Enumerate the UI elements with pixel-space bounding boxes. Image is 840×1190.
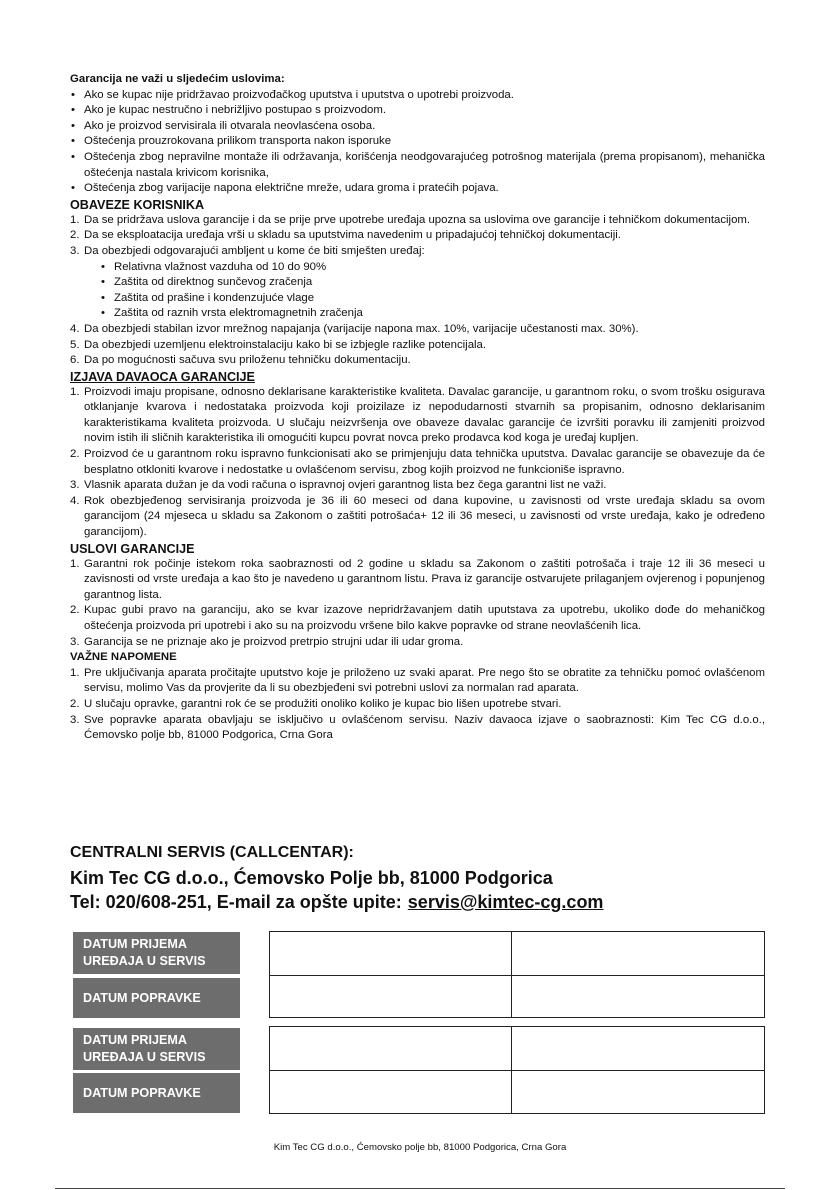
list-item: 3. Da obezbjedi odgovarajući ambljent u kome će biti smješten uređaj: • Relativna vlažnost vazduha od 10 do 90% • Zaštita od direktnog sunčevog zračenja • Zaštita od prašine i kondenzujuće vlage • Zaštita od raznih vrsta elektromagnetnih zračenja xyxy=(70,244,765,322)
repair-date-field[interactable] xyxy=(270,1071,511,1113)
ambient-sublist xyxy=(84,260,765,322)
notes-list xyxy=(70,666,765,744)
repair-signature-field[interactable] xyxy=(512,1071,764,1113)
declaration-title: IZJAVA DAVAOCA GARANCIJE xyxy=(70,369,255,384)
list-item: 5. Da obezbjedi uzemljenu elektroinstalaciju kako bi se izbjegle razlike potencijala. xyxy=(70,338,487,351)
list-item: • Zaštita od prašine i kondenzujuće vlage xyxy=(100,291,765,307)
service-record-grid xyxy=(269,931,765,1018)
list-item: • Zaštita od raznih vrsta elektromagnetnih zračenja xyxy=(100,306,765,322)
conditions-list xyxy=(70,88,765,197)
contact-phone-email xyxy=(70,890,770,914)
terms-title: USLOVI GARANCIJE xyxy=(70,541,195,556)
list-item: 2. U slučaju opravke, garantni rok će se produžiti onoliko koliko je kupac bio lišen upotrebe stvari. xyxy=(70,697,562,710)
list-item: 3. Garancija se ne priznaje ako je proizvod pretrpio strujni udar ili udar groma. xyxy=(70,635,464,648)
obligations-title: OBAVEZE KORISNIKA xyxy=(70,197,205,212)
list-item: • Oštećenja zbog varijacije napona električne mreže, udara groma i pratećih pojava. xyxy=(70,181,765,197)
list-item: 2. Da se eksploatacija uređaja vrši u skladu sa uputstvima navedenim u pripadajućoj tehničkoj dokumentaciji. xyxy=(70,229,621,242)
service-contact xyxy=(70,843,770,914)
email-link[interactable]: servis@kimtec-cg.com xyxy=(407,892,604,912)
terms-list xyxy=(70,557,765,651)
list-item: 1. Da se pridržava uslova garancije i da se prije prve upotrebe uređaja upozna sa uslovima ove garancije i tehničkom dokumentacijom. xyxy=(70,213,751,226)
warranty-text xyxy=(70,72,765,744)
received-signature-field[interactable] xyxy=(512,932,764,975)
list-item: 6. Da po mogućnosti sačuva svu priloženu tehničku dokumentaciju. xyxy=(70,354,411,367)
received-signature-field[interactable] xyxy=(512,1027,764,1070)
list-item: 1. Garantni rok počinje istekom roka saobraznosti od 2 godine u skladu sa Zakonom o zaštiti potrošača i traje 12 ili 36 meseci u zavisnosti od vrste uređaja a kao što je navedeno u garantnom listu. Prava iz garancije ostvarujete prilaganjem ovjerenog i popunjenog garantnog lista. xyxy=(70,557,765,601)
contact-tel-label: Tel: 020/608-251, E-mail za opšte upite: xyxy=(70,892,402,912)
repair-date-field[interactable] xyxy=(270,976,511,1017)
notes-title: VAŽNE NAPOMENE xyxy=(70,651,177,664)
list-item: • Oštećenja prouzrokovana prilikom transporta nakon isporuke xyxy=(70,134,765,150)
list-item: 1. Proizvodi imaju propisane, odnosno deklarisane karakteristike kvaliteta. Davalac garancije, u garantnom roku, o svom trošku osigurava otklanjanje kvarova i nedostataka proizvoda koji proizilaze iz nepodudarnosti stvarnih sa propisanim, odnosno deklarisanim karakteristikama kvaliteta proizvoda. U slučaju neizvršenja ove obaveze davalac garancije će izvršiti poravku ili zamjeniti proizvod novim istih ili sličnih karakteristika ili omogućiti kupcu povrat novca preko prodavca kod koga je uređaj kupljen. xyxy=(70,385,765,445)
received-date-field[interactable] xyxy=(270,1027,511,1070)
list-item: 4. Da obezbjedi stabilan izvor mrežnog napajanja (varijacije napona max. 10%, varijacije učestanosti max. 30%). xyxy=(70,322,639,335)
page-footer: Kim Tec CG d.o.o., Ćemovsko polje bb, 81000 Podgorica, Crna Gora xyxy=(273,1142,567,1153)
conditions-title: Garancija ne važi u sljedećim uslovima: xyxy=(70,73,285,85)
list-item: • Ako je kupac nestručno i nebrižljivo postupao s proizvodom. xyxy=(70,103,765,119)
list-item: • Ako se kupac nije pridržavao proizvođačkog uputstva i uputstva o upotrebi proizvoda. xyxy=(70,88,765,104)
list-item: • Zaštita od direktnog sunčevog zračenja xyxy=(100,275,765,291)
service-record-grid xyxy=(269,1026,765,1114)
list-item: • Relativna vlažnost vazduha od 10 do 90% xyxy=(100,260,765,276)
received-date-label: DATUM PRIJEMA UREĐAJA U SERVIS xyxy=(73,932,240,974)
repair-date-label: DATUM POPRAVKE xyxy=(73,978,240,1018)
list-item: 1. Pre uključivanja aparata pročitajte uputstvo koje je priloženo uz svaki aparat. Pre nego što se obratite za tehničku pomoć ovlašćenom servisu, molimo Vas da provjerite da li su obezbjeđeni svi potrebni uslovi za normalan rad aparata. xyxy=(70,666,765,695)
footer-divider xyxy=(55,1188,785,1189)
repair-date-label: DATUM POPRAVKE xyxy=(73,1073,240,1113)
obligations-list xyxy=(70,213,765,369)
list-item: 2. Kupac gubi pravo na garanciju, ako se kvar izazove nepridržavanjem datih uputstava za upotrebu, ukoliko dođe do mehaničkog oštećenja proizvoda pri upotrebi i ako su na proizvodu vršene bilo kakve popravke od strane neovlašćenih lica. xyxy=(70,604,765,632)
service-record-2 xyxy=(73,1028,765,1113)
list-item: • Ako je proizvod servisirala ili otvarala neovlasćena osoba. xyxy=(70,119,765,135)
repair-signature-field[interactable] xyxy=(512,976,764,1017)
declaration-list xyxy=(70,385,765,541)
service-record-1 xyxy=(73,932,765,1018)
contact-address: Kim Tec CG d.o.o., Ćemovsko Polje bb, 81000 Podgorica xyxy=(70,868,553,888)
list-item: 3. Vlasnik aparata dužan je da vodi računa o ispravnoj ovjeri garantnog lista bez čega garantni list ne važi. xyxy=(70,479,607,492)
received-date-label: DATUM PRIJEMA UREĐAJA U SERVIS xyxy=(73,1028,240,1070)
list-item: 4. Rok obezbjeđenog servisiranja proizvoda je 36 ili 60 meseci od dana kupovine, u zavisnosti od vrste uređaja skladu sa ovom garancijom (24 mjeseca u skladu sa Zakonom o zaštiti potrošaća+ 12 ili 36 meseci, u zavisnosti od vrste uređaja, kako je određeno garancijom). xyxy=(70,494,765,539)
contact-heading: CENTRALNI SERVIS (CALLCENTAR): xyxy=(70,844,354,861)
list-item: 3. Sve popravke aparata obavljaju se isključivo u ovlašćenom servisu. Naziv davaoca izjave o saobraznosti: Kim Tec CG d.o.o., Ćemovsko polje bb, 81000 Podgorica, Crna Gora xyxy=(70,713,765,742)
received-date-field[interactable] xyxy=(270,932,511,975)
list-item: • Oštećenja zbog nepravilne montaže ili održavanja, korišćenja neodgovarajućeg potrošnog materijala (prema propisanom), mehanička oštećenja nastala krivicom korisnika, xyxy=(70,150,765,181)
list-item: 2. Proizvod će u garantnom roku ispravno funkcionisati ako se primjenjuju data tehnička uputstva. Davalac garancije se obavezuje da će besplatno otkloniti kvarove i nedostatke u ovlašćenom servisu, zbog kojih proizvod ne funkcioniše ispravno. xyxy=(70,448,765,476)
